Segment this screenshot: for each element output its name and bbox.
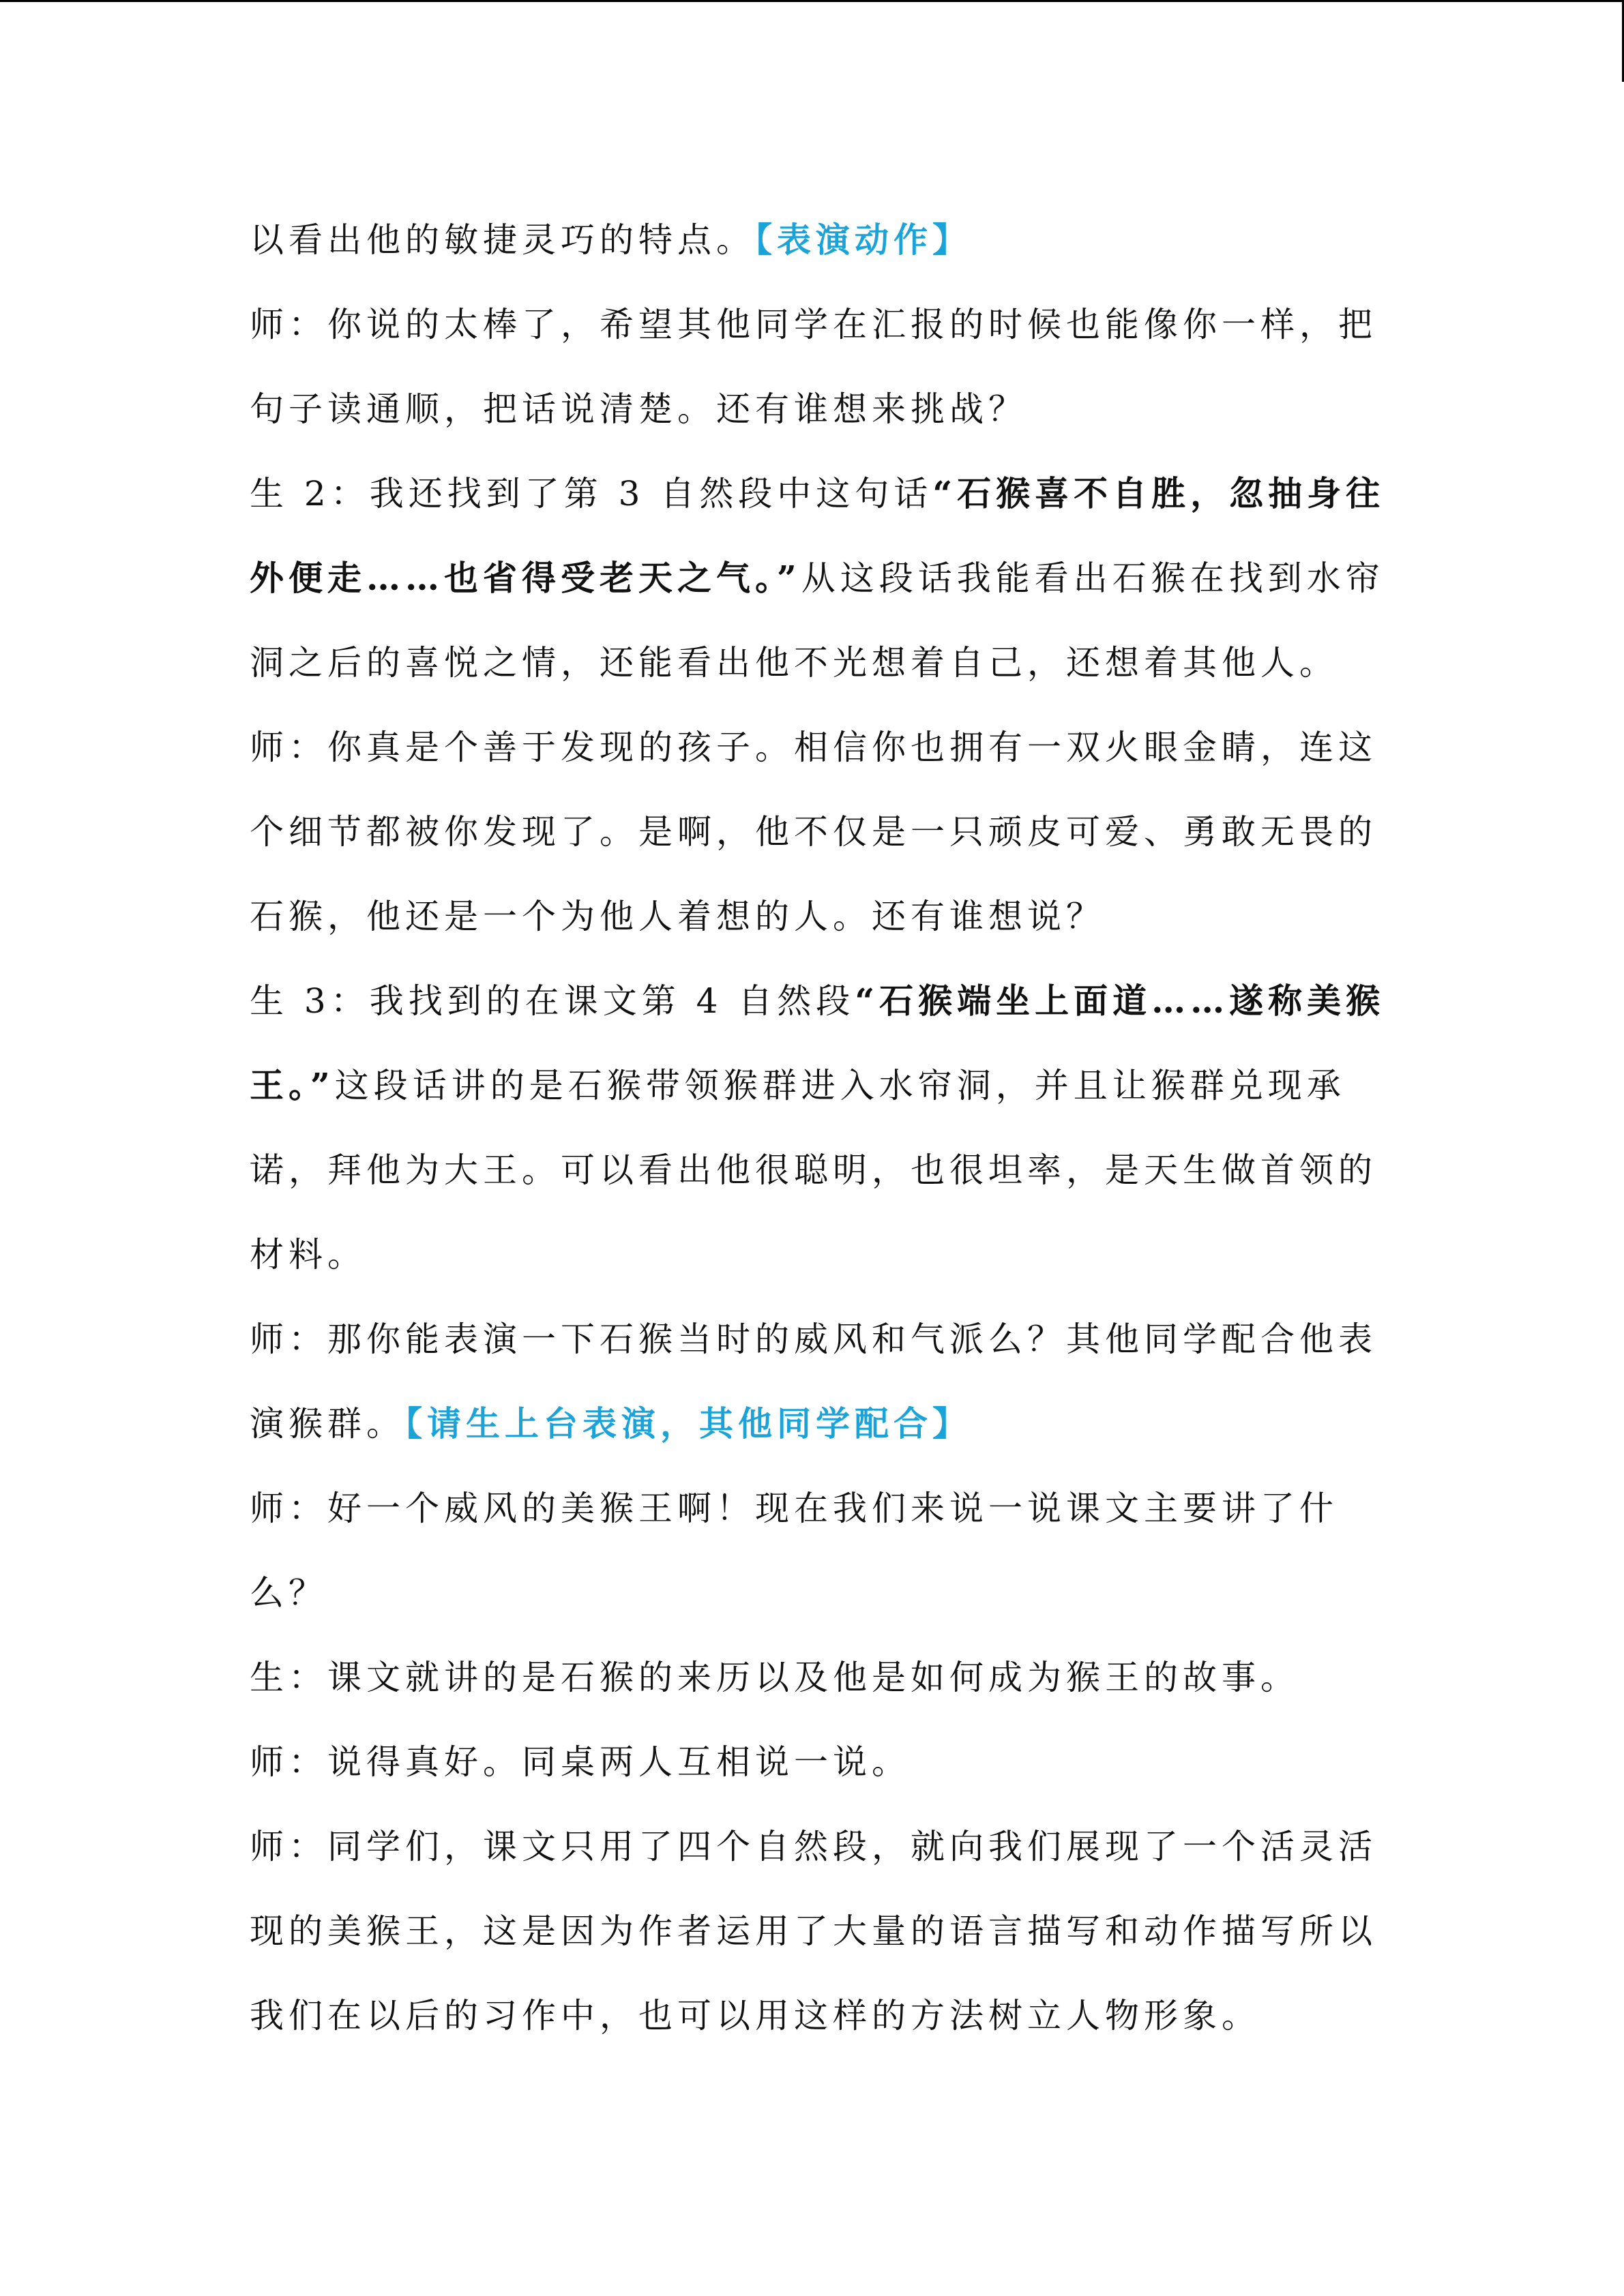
line-text: 这段话讲的是石猴带领猴群进入水帘洞，并且让猴群兑现承 [334,1066,1346,1105]
text-line [250,1804,1375,1889]
line-text: 师：好一个威风的美猴王啊！现在我们来说一说课文主要讲了什 [250,1489,1338,1528]
text-line [250,1128,1375,1212]
quoted-passage: “石猴喜不自胜，忽抽身往 [932,473,1385,513]
line-text: 师：同学们，课文只用了四个自然段，就向我们展现了一个活灵活 [250,1827,1377,1866]
text-line [250,1043,1375,1128]
line-text: 从这段话我能看出石猴在找到水帘 [801,558,1385,598]
text-line [250,282,1375,367]
line-text: 句子读通顺，把话说清楚。还有谁想来挑战？ [250,389,1027,429]
line-text: 生 3：我找到的在课文第 4 自然段 [250,981,855,1021]
text-line [250,1466,1375,1551]
line-text: 以看出他的敏捷灵巧的特点。 [250,220,755,260]
text-line [250,1720,1375,1804]
text-line [250,1297,1375,1382]
text-line [250,1551,1375,1635]
line-text: 生：课文就讲的是石猴的来历以及他是如何成为猴王的故事。 [250,1658,1299,1697]
text-line [250,367,1375,451]
line-text: 生 2：我还找到了第 3 自然段中这句话 [250,474,933,513]
lesson-transcript [250,198,1385,2058]
line-text: 师：那你能表演一下石猴当时的威风和气派么？其他同学配合他表 [250,1320,1377,1359]
text-line [250,790,1375,874]
quoted-passage: “石猴端坐上面道……遂称美猴 [855,981,1385,1021]
text-line [250,874,1375,959]
quoted-passage: 王。” [250,1065,335,1105]
line-text: 师：说得真好。同桌两人互相说一说。 [250,1742,911,1782]
text-line [250,621,1375,705]
text-line [250,959,1385,1043]
text-line [250,1973,1375,2058]
line-text: 我们在以后的习作中，也可以用这样的方法树立人物形象。 [250,1996,1260,2036]
line-text: 演猴群。 [250,1404,405,1444]
page-top-border [0,0,1624,2]
line-text: 师：你说的太棒了，希望其他同学在汇报的时候也能像你一样，把 [250,305,1377,344]
line-text: 洞之后的喜悦之情，还能看出他不光想着自己，还想着其他人。 [250,643,1338,683]
text-line [250,705,1375,790]
quoted-passage: 外便走……也省得受老天之气。” [250,558,801,598]
text-line [250,1635,1375,1720]
line-text: 么？ [250,1573,327,1613]
line-text: 个细节都被你发现了。是啊，他不仅是一只顽皮可爱、勇敢无畏的 [250,812,1377,852]
text-line [250,198,1375,282]
line-text: 师：你真是个善于发现的孩子。相信你也拥有一双火眼金睛，连这 [250,728,1377,767]
text-line [250,1889,1375,1973]
stage-direction: 【请生上台表演，其他同学配合】 [405,1403,971,1444]
text-line [250,451,1385,536]
line-text: 材料。 [250,1235,366,1274]
text-line [250,1212,1375,1297]
text-line [250,1382,1375,1466]
line-text: 石猴，他还是一个为他人着想的人。还有谁想说？ [250,897,1105,936]
stage-direction: 【表演动作】 [755,220,971,260]
line-text: 现的美猴王，这是因为作者运用了大量的语言描写和动作描写所以 [250,1911,1377,1951]
line-text: 诺，拜他为大王。可以看出他很聪明，也很坦率，是天生做首领的 [250,1150,1377,1190]
text-line [250,536,1385,621]
